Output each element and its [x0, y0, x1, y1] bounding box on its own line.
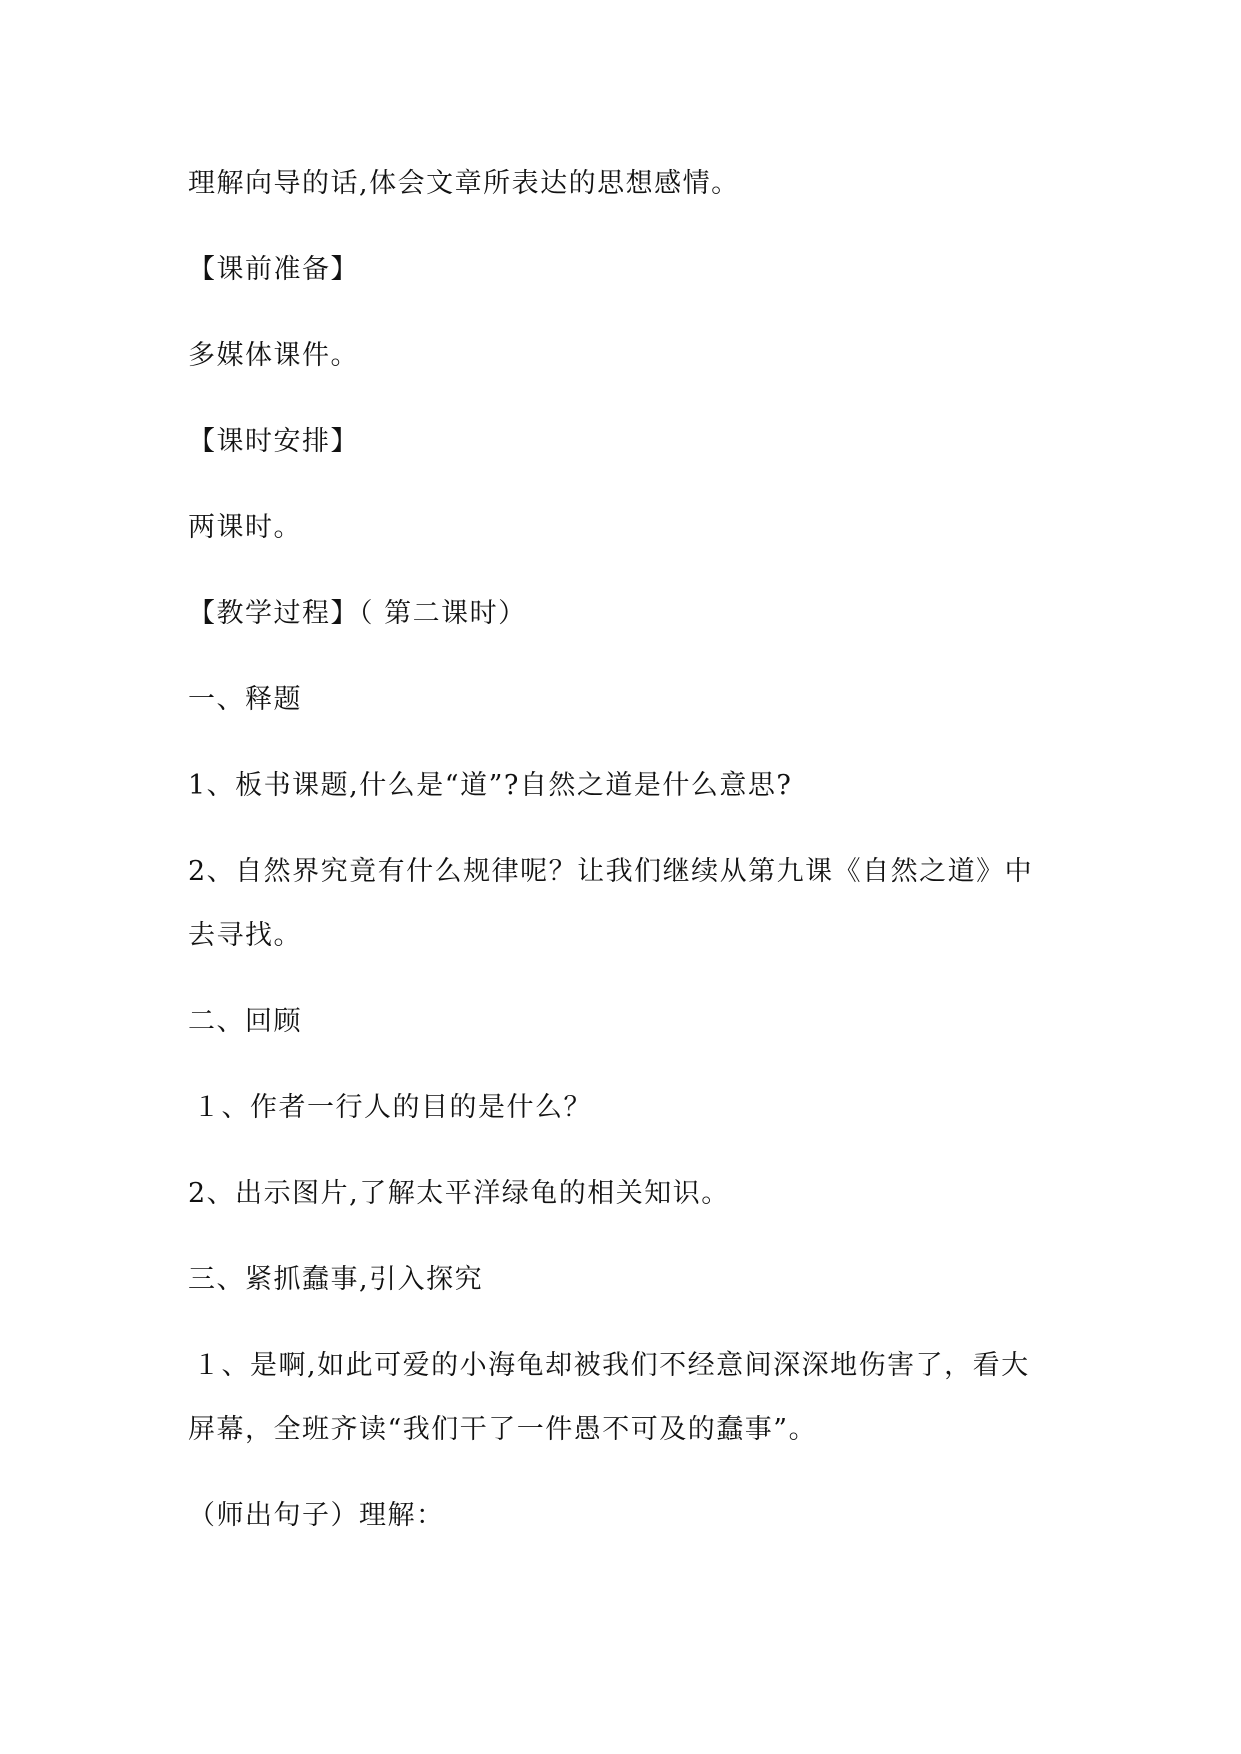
list-item-continuation: 去寻找。: [188, 920, 302, 951]
subsection-heading: 三、紧抓蠢事,引入探究: [188, 1264, 484, 1295]
paragraph-line: 两课时。: [188, 512, 302, 543]
paragraph-line: 多媒体课件。: [188, 340, 359, 371]
list-item-continuation: 屏幕，全班齐读“我们干了一件愚不可及的蠢事”。: [188, 1414, 818, 1445]
list-item: 1、板书课题,什么是“道”?自然之道是什么意思?: [188, 770, 793, 801]
subsection-heading: 二、回顾: [188, 1006, 302, 1037]
section-heading: 【课前准备】: [188, 254, 359, 285]
list-item: 2、出示图片,了解太平洋绿龟的相关知识。: [188, 1178, 730, 1209]
paragraph-line: （师出句子）理解：: [188, 1500, 445, 1531]
list-item: １、作者一行人的目的是什么？: [193, 1092, 592, 1123]
paragraph-line: 理解向导的话,体会文章所表达的思想感情。: [188, 168, 740, 199]
list-item: 2、自然界究竟有什么规律呢？让我们继续从第九课《自然之道》中: [188, 856, 1034, 887]
section-heading: 【教学过程】（ 第二课时）: [188, 598, 527, 629]
section-heading: 【课时安排】: [188, 426, 359, 457]
subsection-heading: 一、释题: [188, 684, 302, 715]
list-item: １、是啊,如此可爱的小海龟却被我们不经意间深深地伤害了，看大: [193, 1350, 1030, 1381]
